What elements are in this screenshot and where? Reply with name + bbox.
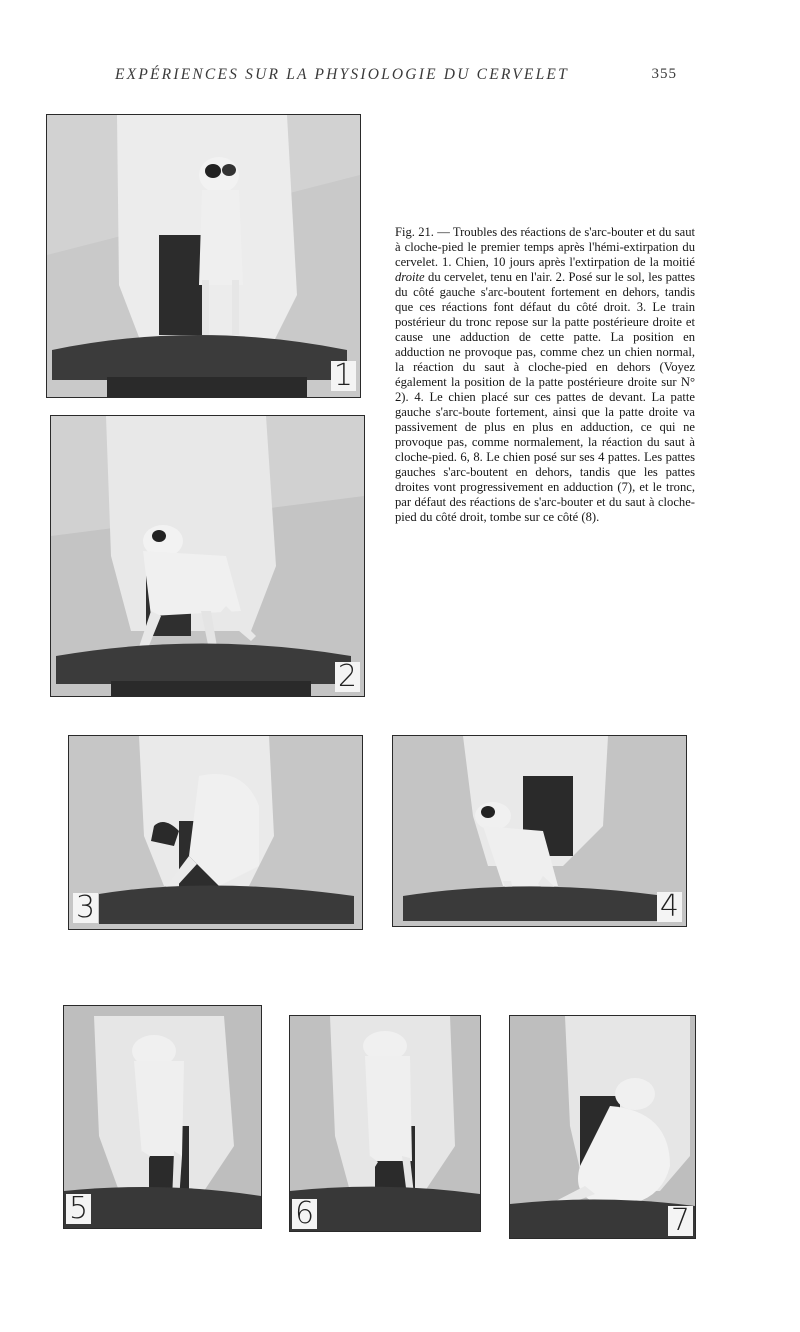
photo-label-7: 7 — [668, 1206, 693, 1236]
caption-italic-word: droite — [395, 270, 425, 284]
dog-front-paws-image — [393, 736, 686, 926]
photo-label-6: 6 — [292, 1199, 317, 1229]
figure-photo-7 — [509, 1015, 696, 1239]
figure-photo-2 — [50, 415, 365, 697]
dog-held-in-air-image — [47, 115, 360, 397]
photo-label-4: 4 — [657, 892, 682, 922]
caption-text-part-1: — Troubles des réactions de s'arc-bouter et du saut à cloche-pied le premier temps après l'hémi-extirpation du cervelet. 1. Chien, 10 jours après l'extirpation de la moitié — [395, 225, 695, 269]
photo-label-2: 2 — [335, 662, 360, 692]
figure-photo-6 — [289, 1015, 481, 1232]
photo-label-3: 3 — [73, 893, 98, 923]
photo-label-5: 5 — [66, 1194, 91, 1224]
figure-photo-4 — [392, 735, 687, 927]
dog-four-paws-5-image — [64, 1006, 261, 1228]
caption-text-part-2: du cervelet, tenu en l'air. 2. Posé sur le sol, les pattes du côté gauche s'arc-boutent fortement en dehors, tandis que ces réactions font défaut du côté droit. 3. Le train postérieur du tronc repose sur la patte postérieure droite et cause une adduction de cette patte. La position en adduction ne provoque pas, comme chez un chien normal, la réaction du saut à cloche-pied en dehors (Voyez également la position de la patte postérieure droite sur N° 2). 4. Le chien placé sur ces pattes de devant. La patte gauche s'arc-boute fortement, ainsi que la patte droite va passivement de plus en plus en adduction, ce qui ne provoque pas, comme normalement, la réaction du saut à cloche-pied. 6, 8. Le chien posé sur ses 4 pattes. Les pattes gauches s'arc-boutent en dehors, tandis que les pattes droites vont progressivement en adduction (7), et le tronc, par défaut des réactions de s'arc-bouter et du saut à cloche-pied du côté droit, tombe sur ce côté (8). — [395, 270, 695, 524]
dog-posterior-train-image — [69, 736, 362, 929]
dog-on-table-image — [51, 416, 364, 696]
page-number: 355 — [651, 66, 677, 82]
figure-caption — [395, 225, 695, 525]
figure-label: Fig. 21. — [395, 225, 434, 239]
dog-four-paws-6-image — [290, 1016, 480, 1231]
figure-photo-1 — [46, 114, 361, 398]
figure-photo-5 — [63, 1005, 262, 1229]
running-title: EXPÉRIENCES SUR LA PHYSIOLOGIE DU CERVELET — [115, 66, 569, 83]
figure-photo-3 — [68, 735, 363, 930]
running-header — [115, 66, 675, 88]
photo-label-1: 1 — [331, 361, 356, 391]
dog-falling-side-image — [510, 1016, 695, 1238]
